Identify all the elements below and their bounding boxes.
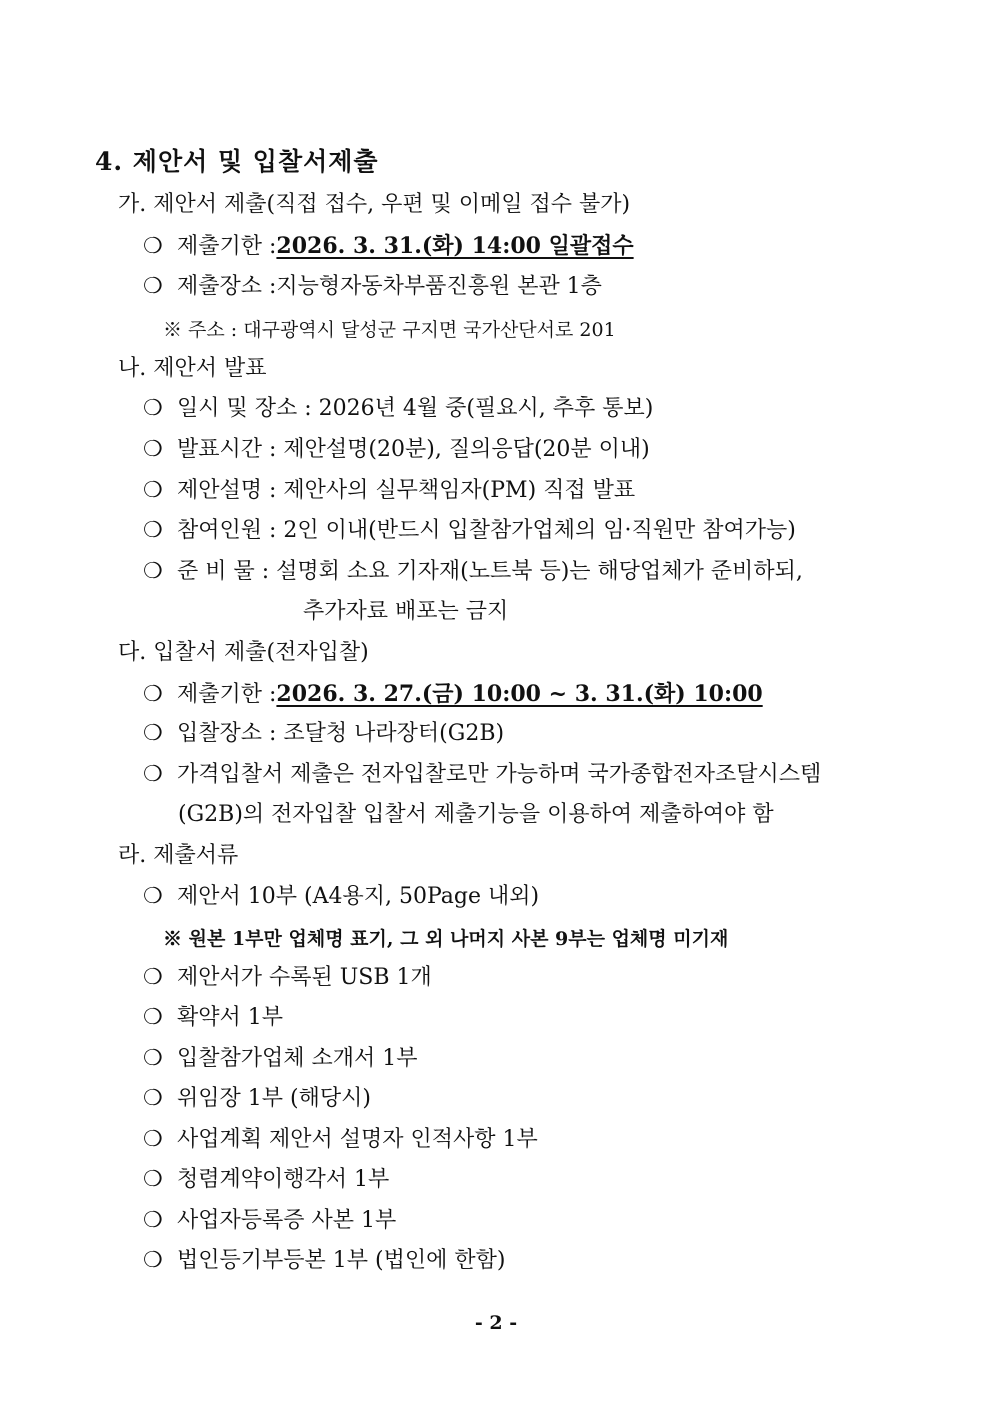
list-item	[143, 1165, 389, 1195]
copy-note: ※ 원본 1부만 업체명 표기, 그 외 나머지 사본 9부는 업체명 미기재	[163, 928, 729, 950]
circle-bullet-icon: ❍	[143, 965, 163, 990]
list-item	[143, 882, 539, 912]
item-continuation: (G2B)의 전자입찰 입찰서 제출기능을 이용하여 제출하여야 함	[178, 802, 774, 827]
list-item	[143, 1206, 396, 1236]
subsection-heading-na: 나. 제안서 발표	[118, 356, 267, 381]
list-item	[143, 516, 796, 546]
item-text: 일시 및 장소 : 2026년 4월 중(필요시, 추후 통보)	[177, 396, 654, 421]
item-label: 제출기한 :	[177, 234, 277, 259]
list-item	[143, 1044, 418, 1074]
item-text: 사업자등록증 사본 1부	[177, 1208, 397, 1233]
circle-bullet-icon: ❍	[143, 721, 163, 746]
item-text: 사업계획 제안서 설명자 인적사항 1부	[177, 1127, 538, 1152]
list-item	[143, 1125, 538, 1155]
circle-bullet-icon: ❍	[143, 234, 163, 259]
list-item	[143, 963, 432, 993]
item-continuation: 추가자료 배포는 금지	[303, 599, 509, 624]
item-text: 준 비 물 : 설명회 소요 기자재(노트북 등)는 해당업체가 준비하되,	[177, 559, 803, 584]
circle-bullet-icon: ❍	[143, 1127, 163, 1152]
list-item	[143, 272, 602, 302]
circle-bullet-icon: ❍	[143, 1208, 163, 1233]
circle-bullet-icon: ❍	[143, 518, 163, 543]
list-item	[143, 394, 653, 424]
page-number: - 2 -	[474, 1312, 518, 1334]
item-text: 가격입찰서 제출은 전자입찰로만 가능하며 국가종합전자조달시스템	[177, 762, 822, 787]
circle-bullet-icon: ❍	[143, 1248, 163, 1273]
circle-bullet-icon: ❍	[143, 478, 163, 503]
list-item	[143, 679, 763, 710]
circle-bullet-icon: ❍	[143, 1086, 163, 1111]
item-text: 법인등기부등본 1부 (법인에 한함)	[177, 1248, 506, 1273]
subsection-heading-da: 다. 입찰서 제출(전자입찰)	[118, 640, 369, 665]
subsection-heading-ga: 가. 제안서 제출(직접 접수, 우편 및 이메일 접수 불가)	[118, 192, 631, 217]
section-title: 4. 제안서 및 입찰서제출	[95, 147, 379, 176]
item-text: 제안서 10부 (A4용지, 50Page 내외)	[177, 884, 540, 909]
circle-bullet-icon: ❍	[143, 274, 163, 299]
item-text: 제안설명 : 제안사의 실무책임자(PM) 직접 발표	[177, 478, 636, 503]
list-item	[143, 1084, 371, 1114]
list-item	[143, 1246, 505, 1276]
circle-bullet-icon: ❍	[143, 1167, 163, 1192]
item-label: 제출기한 :	[177, 682, 277, 707]
circle-bullet-icon: ❍	[143, 762, 163, 787]
list-item	[143, 557, 803, 587]
item-text: 발표시간 : 제안설명(20분), 질의응답(20분 이내)	[177, 437, 650, 462]
list-item	[143, 435, 650, 465]
list-item	[143, 1003, 283, 1033]
submission-deadline: 2026. 3. 31.(화) 14:00 일괄접수	[276, 233, 634, 259]
circle-bullet-icon: ❍	[143, 884, 163, 909]
address-note: ※ 주소 : 대구광역시 달성군 구지면 국가산단서로 201	[163, 319, 616, 341]
item-text: 입찰참가업체 소개서 1부	[177, 1046, 418, 1071]
item-label: 제출장소 :	[177, 274, 277, 299]
list-item	[143, 719, 504, 749]
list-item	[143, 476, 635, 506]
subsection-heading-ra: 라. 제출서류	[118, 843, 239, 868]
circle-bullet-icon: ❍	[143, 682, 163, 707]
item-value: 지능형자동차부품진흥원 본관 1층	[276, 274, 602, 299]
circle-bullet-icon: ❍	[143, 437, 163, 462]
circle-bullet-icon: ❍	[143, 1005, 163, 1030]
item-text: 참여인원 : 2인 이내(반드시 입찰참가업체의 임·직원만 참여가능)	[177, 518, 796, 543]
item-text: 제안서가 수록된 USB 1개	[177, 965, 432, 990]
list-item	[143, 231, 634, 262]
item-text: 청렴계약이행각서 1부	[177, 1167, 390, 1192]
item-text: 확약서 1부	[177, 1005, 283, 1030]
circle-bullet-icon: ❍	[143, 559, 163, 584]
circle-bullet-icon: ❍	[143, 1046, 163, 1071]
circle-bullet-icon: ❍	[143, 396, 163, 421]
bid-deadline: 2026. 3. 27.(금) 10:00 ~ 3. 31.(화) 10:00	[276, 681, 763, 707]
item-text: 위임장 1부 (해당시)	[177, 1086, 371, 1111]
list-item	[143, 760, 821, 790]
item-text: 입찰장소 : 조달청 나라장터(G2B)	[177, 721, 505, 746]
